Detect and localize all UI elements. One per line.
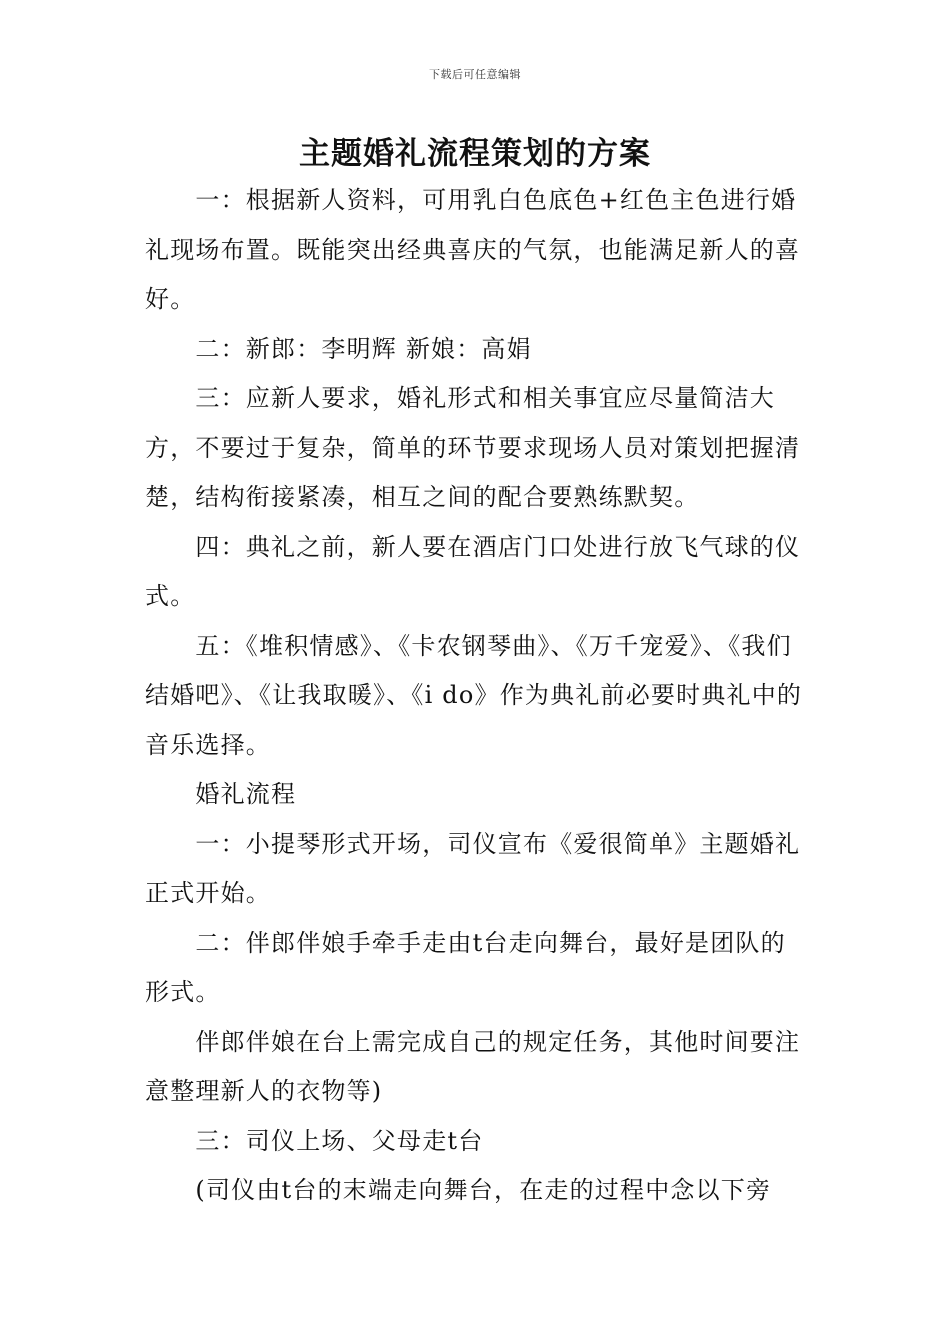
header-note: 下载后可任意编辑 xyxy=(429,68,521,81)
paragraph-6: 一：小提琴形式开场，司仪宣布《爱很简单》主题婚礼正式开始。 xyxy=(145,829,801,907)
paragraph-10: (司仪由t台的末端走向舞台，在走的过程中念以下旁 xyxy=(195,1176,772,1204)
paragraph-7: 二：伴郎伴娘手牵手走由t台走向舞台，最好是团队的形式。 xyxy=(145,928,786,1006)
paragraph-1: 一：根据新人资料，可用乳白色底色+红色主色进行婚礼现场布置。既能突出经典喜庆的气氛，也能满足新人的喜好。 xyxy=(145,186,801,313)
paragraph-3: 三：应新人要求，婚礼形式和相关事宜应尽量简洁大方，不要过于复杂，简单的环节要求现场人员对策划把握清楚，结构衔接紧凑，相互之间的配合要熟练默契。 xyxy=(145,384,801,511)
paragraph-8: 伴郎伴娘在台上需完成自己的规定任务，其他时间要注意整理新人的衣物等) xyxy=(145,1027,801,1105)
document-body xyxy=(145,176,810,1216)
paragraph-2: 二：新郎：李明辉 新娘：高娟 xyxy=(195,334,532,363)
paragraph-9: 三：司仪上场、父母走t台 xyxy=(195,1126,484,1155)
section-heading-wedding-process: 婚礼流程 xyxy=(195,780,297,808)
paragraph-5: 五：《堆积情感》、《卡农钢琴曲》、《万千宠爱》、《我们结婚吧》、《让我取暖》、《i do》作为典礼前必要时典礼中的音乐选择。 xyxy=(145,631,803,759)
document-title: 主题婚礼流程策划的方案 xyxy=(299,136,651,172)
paragraph-4: 四：典礼之前，新人要在酒店门口处进行放飞气球的仪式。 xyxy=(145,532,801,610)
